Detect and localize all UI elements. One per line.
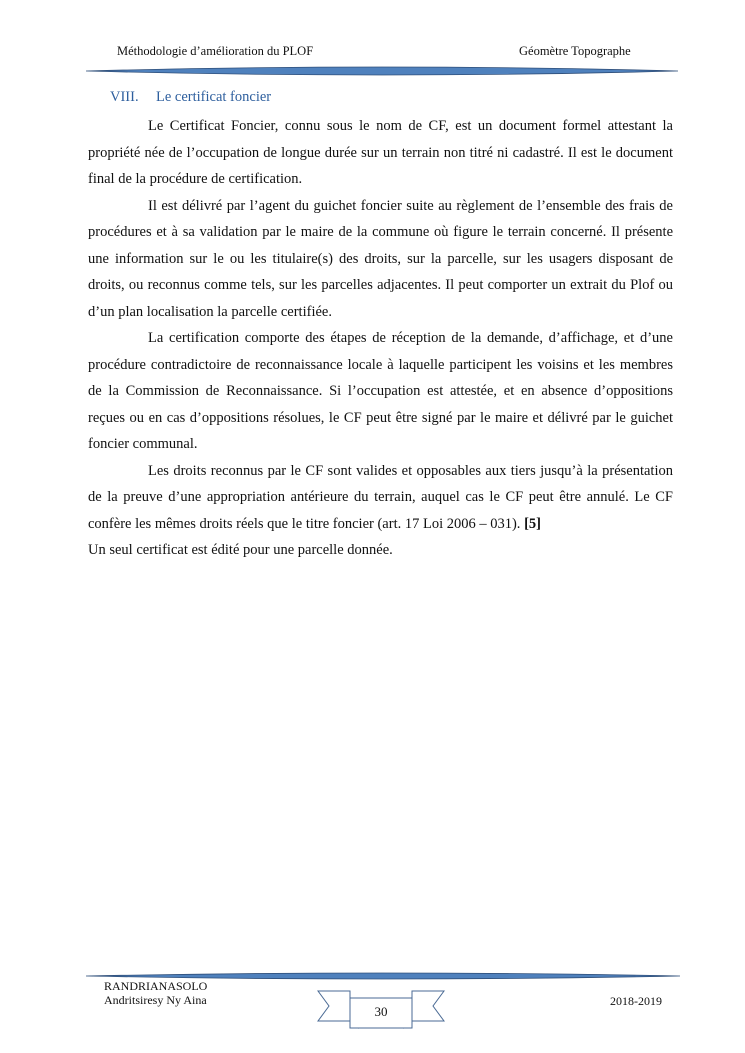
footer-author-given-names: Andritsiresy Ny Aina (104, 993, 207, 1007)
header-divider (84, 64, 680, 78)
reference-citation: [5] (524, 515, 541, 532)
section-number: VIII. (110, 89, 139, 105)
paragraph-5: Un seul certificat est édité pour une parcelle donnée. (88, 542, 393, 558)
body-text (88, 113, 673, 564)
section-heading (110, 89, 271, 106)
section-title: Le certificat foncier (156, 89, 272, 105)
paragraph-1: Le Certificat Foncier, connu sous le nom de CF, est un document formel attestant la propriété née de l’occupation de longue durée sur un terrain non titré ni cadastré. Il est le document final de la procédure de certification. (88, 118, 673, 187)
page-number: 30 (374, 1004, 388, 1019)
header-author-title: Géomètre Topographe (519, 44, 631, 58)
header-document-title: Méthodologie d’amélioration du PLOF (117, 44, 314, 58)
paragraph-4 (88, 458, 673, 538)
paragraph-3: La certification comporte des étapes de réception de la demande, d’affichage, et d’une procédure contradictoire de reconnaissance locale à laquelle participent les voisins et les membres de la Commission de Reconnaissance. Si l’occupation est attestée, et en absence d’oppositions reçues ou en cas d’oppositions résolues, le CF peut être signé par le maire et délivré par le guichet foncier communal. (88, 330, 673, 452)
paragraph-2: Il est délivré par l’agent du guichet foncier suite au règlement de l’ensemble des frais de procédures et à sa validation par le maire de la commune où figure le terrain concerné. Il présente une information sur le ou les titulaire(s) des droits, sur la parcelle, sur les usagers disposant de droits, ou reconnus comme tels, sur les parcelles adjacentes. Il peut comporter un extrait du Plof ou d’un plan localisation la parcelle certifiée. (88, 197, 673, 320)
footer-year: 2018-2019 (610, 994, 662, 1008)
paragraph-4-text: Les droits reconnus par le CF sont valides et opposables aux tiers jusqu’à la présentation de la preuve d’une appropriation antérieure du terrain, auquel cas le CF peut être annulé. Le CF confère les mêmes droits réels que le titre foncier (art. 17 Loi 2006 – 031). (88, 462, 673, 532)
footer-author-surname: RANDRIANASOLO (104, 979, 208, 993)
